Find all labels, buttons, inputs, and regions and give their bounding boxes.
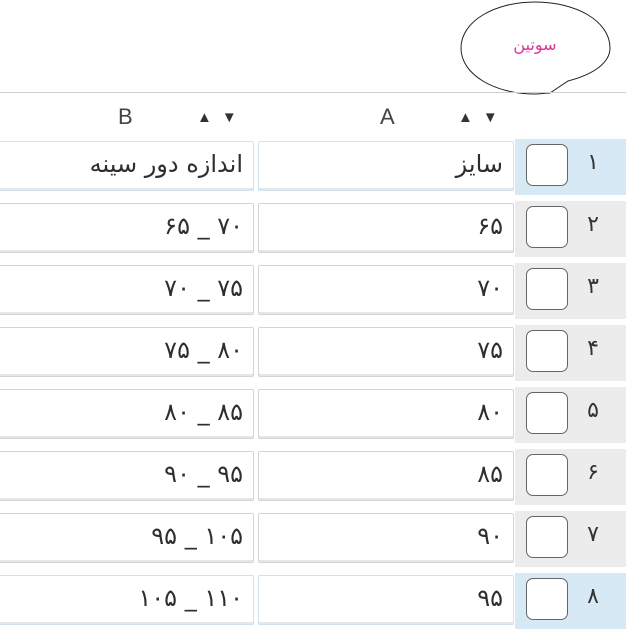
- cell-column-a[interactable]: ۶۵: [258, 203, 514, 253]
- sort-arrows-icon[interactable]: ▲▼: [197, 109, 247, 126]
- column-letter-b: B: [118, 104, 133, 129]
- header-divider: [0, 92, 626, 93]
- cell-column-b[interactable]: ۱۱۰ _ ۱۰۵: [0, 575, 254, 625]
- table-row: [0, 387, 626, 443]
- cell-column-a[interactable]: ۷۵: [258, 327, 514, 377]
- table-row: [0, 511, 626, 567]
- cell-column-b[interactable]: ۸۵ _ ۸۰: [0, 389, 254, 439]
- row-checkbox[interactable]: [526, 454, 568, 496]
- cell-column-a[interactable]: ۷۰: [258, 265, 514, 315]
- row-checkbox[interactable]: [526, 144, 568, 186]
- cell-column-b[interactable]: ۱۰۵ _ ۹۵: [0, 513, 254, 563]
- row-number: ۷: [587, 522, 599, 547]
- table-row: [0, 263, 626, 319]
- row-checkbox[interactable]: [526, 516, 568, 558]
- row-number: ۴: [587, 336, 599, 361]
- row-number: ۲: [587, 212, 599, 237]
- cell-column-b[interactable]: ۸۰ _ ۷۵: [0, 327, 254, 377]
- column-header-b[interactable]: [118, 104, 258, 132]
- cell-column-a[interactable]: ۹۰: [258, 513, 514, 563]
- cell-column-a[interactable]: سایز: [258, 141, 514, 191]
- row-checkbox[interactable]: [526, 268, 568, 310]
- row-checkbox[interactable]: [526, 578, 568, 620]
- cell-column-b[interactable]: اندازه دور سینه: [0, 141, 254, 191]
- row-number: ۸: [587, 584, 599, 609]
- table-row: [0, 139, 626, 195]
- table-row: [0, 201, 626, 257]
- row-number: ۵: [587, 398, 599, 423]
- column-letter-a: A: [380, 104, 395, 129]
- speech-bubble-text: سوتین: [513, 35, 557, 54]
- row-checkbox[interactable]: [526, 330, 568, 372]
- column-header-a[interactable]: [380, 104, 520, 132]
- table-row: [0, 325, 626, 381]
- row-number: ۳: [587, 274, 599, 299]
- row-checkbox[interactable]: [526, 206, 568, 248]
- cell-column-b[interactable]: ۷۰ _ ۶۵: [0, 203, 254, 253]
- table-row: [0, 449, 626, 505]
- table-row: [0, 573, 626, 629]
- cell-column-a[interactable]: ۹۵: [258, 575, 514, 625]
- speech-bubble: [460, 1, 610, 95]
- cell-column-b[interactable]: ۹۵ _ ۹۰: [0, 451, 254, 501]
- sort-arrows-icon[interactable]: ▲▼: [458, 109, 508, 126]
- cell-column-b[interactable]: ۷۵ _ ۷۰: [0, 265, 254, 315]
- row-number: ۶: [587, 460, 599, 485]
- cell-column-a[interactable]: ۸۵: [258, 451, 514, 501]
- row-number: ۱: [587, 150, 599, 175]
- row-checkbox[interactable]: [526, 392, 568, 434]
- cell-column-a[interactable]: ۸۰: [258, 389, 514, 439]
